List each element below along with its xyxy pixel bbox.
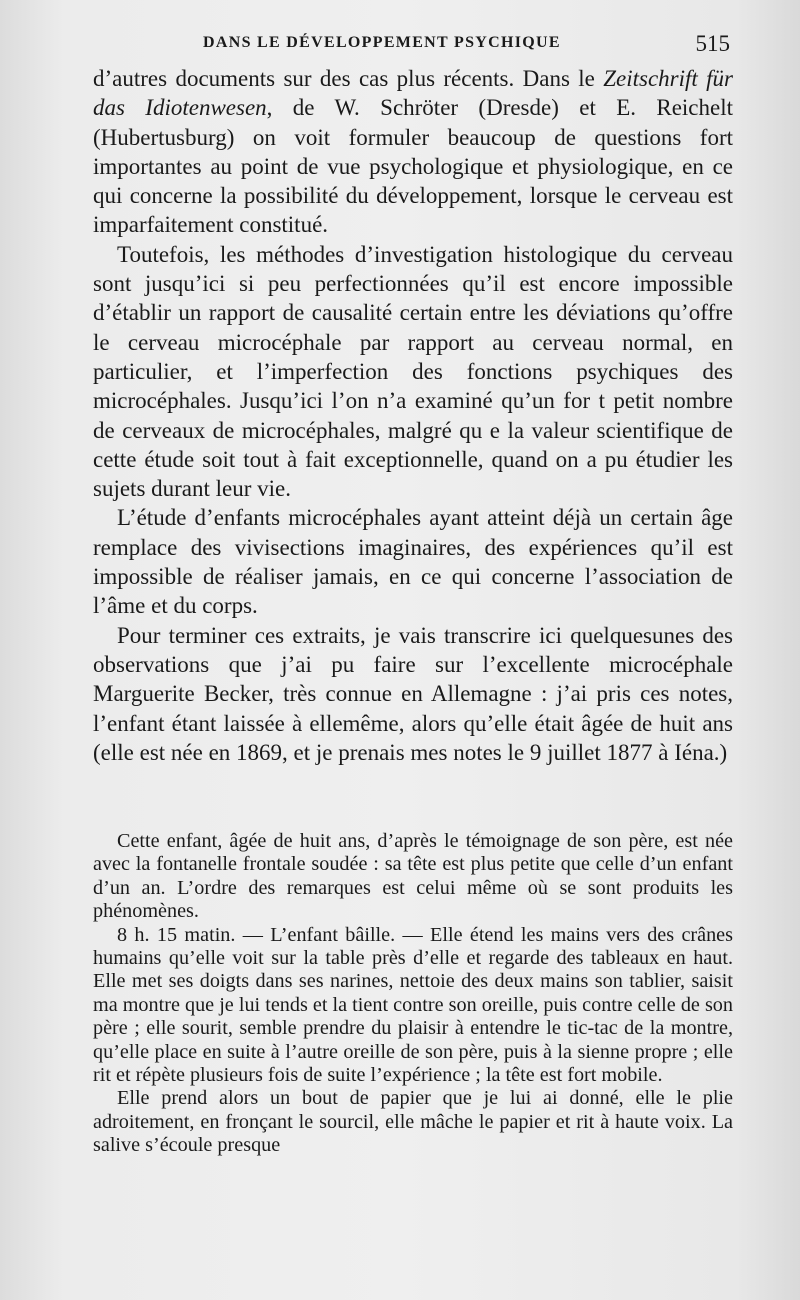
paragraph-1-before: d’autres documents sur des cas plus récents. Dans le bbox=[93, 66, 604, 91]
paragraph-4: Pour terminer ces extraits, je vais transcrire ici quelquesunes des observations que j’ai pu faire sur l’excellente microcéphale Marguerite Becker, très connue en Allemagne : j’ai pris ces notes, l’enfant étant laissée à ellemême, alors qu’elle était âgée de huit ans (elle est née en 1869, et je prenais mes notes le 9 juillet 1877 à Iéna.) bbox=[93, 622, 733, 765]
page-number: 515 bbox=[695, 31, 730, 56]
observation-paragraph-2: 8 h. 15 matin. — L’enfant bâille. — Elle étend les mains vers des crânes humains qu’elle voit sur la table près d’elle et regarde des tableaux en haut. Elle met ses doigts dans ses narines, nettoie des deux mains son tablier, saisit ma montre que je lui tends et la tient contre son oreille, puis contre celle de son père ; elle sourit, semble prendre du plaisir à entendre le tic-tac de la montre, qu’elle place en suite à l’autre oreille de son père, puis à la sienne propre ; elle rit et répète plusieurs fois de suite l’expérience ; la tête est fort mobile. bbox=[93, 923, 733, 1087]
page-header bbox=[93, 31, 730, 58]
paragraph-3: L’étude d’enfants microcéphales ayant atteint déjà un certain âge remplace des vivisections imaginaires, des expériences qu’il est impossible de réaliser jamais, en ce qui concerne l’association de l’âme et du corps. bbox=[93, 505, 733, 619]
running-head: DANS LE DÉVELOPPEMENT PSYCHIQUE bbox=[203, 34, 561, 51]
main-text-small bbox=[93, 830, 733, 1158]
observation-paragraph-1: Cette enfant, âgée de huit ans, d’après le témoignage de son père, est née avec la fontanelle frontale soudée : sa tête est plus petite que celle d’un enfant d’un an. L’ordre des remarques est celui même où se sont produits les phénomènes. bbox=[93, 830, 733, 923]
paragraph-1 bbox=[93, 64, 733, 240]
paragraph-1-after: , de W. Schröter (Dresde) et E. Reichelt (Hubertusburg) on voit formuler beaucoup de questions fort importantes au point de vue psychologique et physiologique, en ce qui concerne la possibilité du développement, lorsque le cerveau est imparfaitement constitué. bbox=[93, 95, 733, 238]
observation-paragraph-3: Elle prend alors un bout de papier que je lui ai donné, elle le plie adroitement, en fronçant le sourcil, elle mâche le papier et rit à haute voix. La salive s’écoule presque bbox=[93, 1087, 733, 1157]
paragraph-2: Toutefois, les méthodes d’investigation histologique du cerveau sont jusqu’ici si peu perfectionnées qu’il est encore impossible d’établir un rapport de causalité certain entre les déviations qu’offre le cerveau microcéphale par rapport au cerveau normal, en particulier, et l’imperfection des fonctions psychiques des microcéphales. Jusqu’ici l’on n’a examiné qu’un for t petit nombre de cerveaux de microcéphales, malgré qu e la valeur scientifique de cette étude soit tout à fait exceptionnelle, quand on a pu étudier les sujets durant leur vie. bbox=[93, 241, 733, 502]
journal-title: Zeitschrift für das Idiotenwesen bbox=[93, 66, 733, 121]
main-text-large bbox=[93, 64, 733, 767]
